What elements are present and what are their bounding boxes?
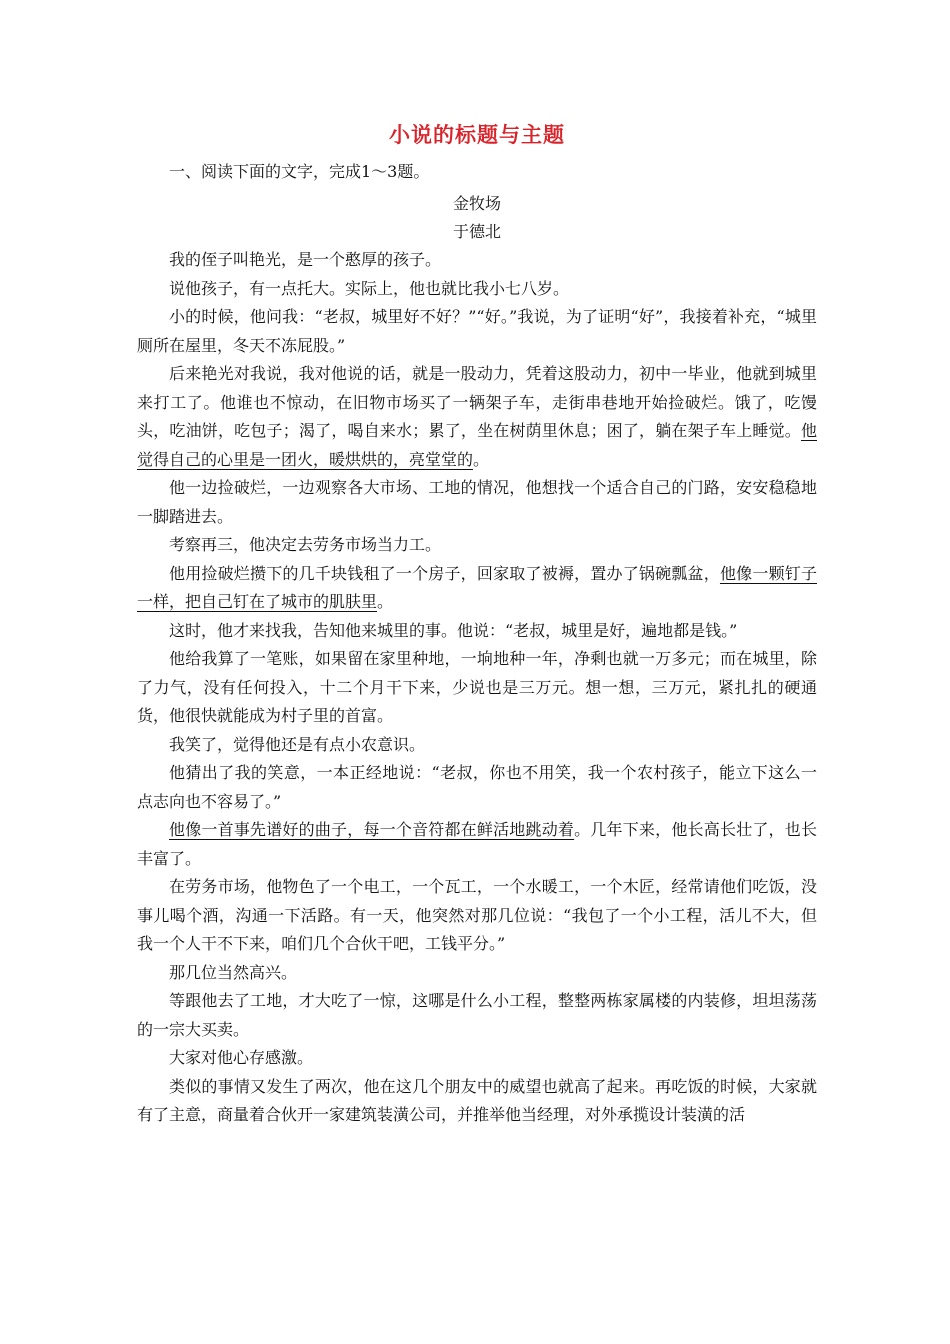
story-paragraph [137, 645, 817, 731]
paragraph-text: 这时，他才来找我，告知他来城里的事。他说：“老叔，城里是好，遍地都是钱。” [169, 620, 738, 640]
story-paragraph [137, 617, 817, 646]
paragraph-text: 小的时候，他问我：“老叔，城里好不好？”“好。”我说，为了证明“好”，我接着补充，“城里厕所在屋里，冬天不冻屁股。” [137, 307, 817, 355]
story-paragraph [137, 731, 817, 760]
story-paragraph [137, 360, 817, 474]
underlined-sentence: 他觉得自己的心里是一团火，暖烘烘的，亮堂堂的 [137, 421, 817, 469]
story-paragraph [137, 987, 817, 1044]
paragraph-text: 他一边捡破烂，一边观察各大市场、工地的情况，他想找一个适合自己的门路，安安稳稳地一脚踏进去。 [137, 478, 817, 526]
paragraph-text: 。 [377, 592, 394, 611]
story-paragraph [137, 816, 817, 873]
paragraph-text: 大家对他心存感激。 [169, 1048, 314, 1067]
story-author: 于德北 [452, 222, 501, 241]
story-paragraph [137, 531, 817, 560]
document-title: 小说的标题与主题 [389, 122, 565, 147]
question-instruction: 一、阅读下面的文字，完成1～3题。 [169, 162, 430, 181]
story-paragraph [137, 246, 817, 275]
story-paragraph [137, 873, 817, 959]
story-body [137, 246, 817, 1130]
paragraph-text: 等跟他去了工地，才大吃了一惊，这哪是什么小工程，整整两栋家属楼的内装修，坦坦荡荡的一宗大买卖。 [137, 991, 817, 1039]
paragraph-text: 我笑了，觉得他还是有点小农意识。 [169, 734, 426, 754]
story-paragraph [137, 1044, 817, 1073]
story-paragraph [137, 275, 817, 304]
paragraph-text: 他给我算了一笔账，如果留在家里种地，一垧地种一年，净剩也就一万多元；而在城里，除了力气，没有任何投入，十二个月干下来，少说也是三万元。想一想，三万元，紧扎扎的硬通货，他很快就能成为村子里的首富。 [137, 649, 817, 725]
story-paragraph [137, 1073, 817, 1130]
story-paragraph [137, 759, 817, 816]
story-paragraph [137, 560, 817, 617]
paragraph-text: 那几位当然高兴。 [169, 962, 298, 982]
story-title: 金牧场 [452, 194, 501, 213]
underlined-sentence: 他像一颗钉子一样，把自己钉在了城市的肌肤里 [137, 563, 817, 611]
paragraph-text: 说他孩子，有一点托大。实际上，他也就比我小七八岁。 [169, 278, 570, 298]
paragraph-text: 我的侄子叫艳光，是一个憨厚的孩子。 [169, 250, 442, 269]
paragraph-text: 类似的事情又发生了两次，他在这几个朋友中的威望也就高了起来。再吃饭的时候，大家就有了主意，商量着合伙开一家建筑装潢公司，并推举他当经理，对外承揽设计装潢的活 [137, 1076, 817, 1124]
story-paragraph [137, 474, 817, 531]
paragraph-text: 。几年下来，他长高长壮了，也长丰富了。 [137, 820, 817, 868]
paragraph-text: 他猜出了我的笑意，一本正经地说：“老叔，你也不用笑，我一个农村孩子，能立下这么一点志向也不容易了。” [137, 763, 817, 811]
document-page [137, 118, 817, 1130]
paragraph-text: 考察再三，他决定去劳务市场当力工。 [169, 535, 442, 554]
underlined-sentence: 他像一首事先谱好的曲子，每一个音符都在鲜活地跳动着 [169, 820, 575, 839]
paragraph-text: 。 [473, 449, 490, 469]
story-paragraph [137, 959, 817, 988]
paragraph-text: 在劳务市场，他物色了一个电工，一个瓦工，一个水暖工，一个木匠，经常请他们吃饭，没事儿喝个酒，沟通一下活路。有一天，他突然对那几位说：“我包了一个小工程，活儿不大，但我一个人干不下来，咱们几个合伙干吧，工钱平分。” [137, 877, 817, 953]
paragraph-text: 他用捡破烂攒下的几千块钱租了一个房子，回家取了被褥，置办了锅碗瓢盆， [169, 563, 720, 583]
paragraph-text: 后来艳光对我说，我对他说的话，就是一股动力，凭着这股动力，初中一毕业，他就到城里来打工了。他谁也不惊动，在旧物市场买了一辆架子车，走街串巷地开始捡破烂。饿了，吃馒头，吃油饼，吃包子；渴了，喝自来水；累了，坐在树荫里休息；困了，躺在架子车上睡觉。 [137, 364, 817, 440]
story-paragraph [137, 303, 817, 360]
